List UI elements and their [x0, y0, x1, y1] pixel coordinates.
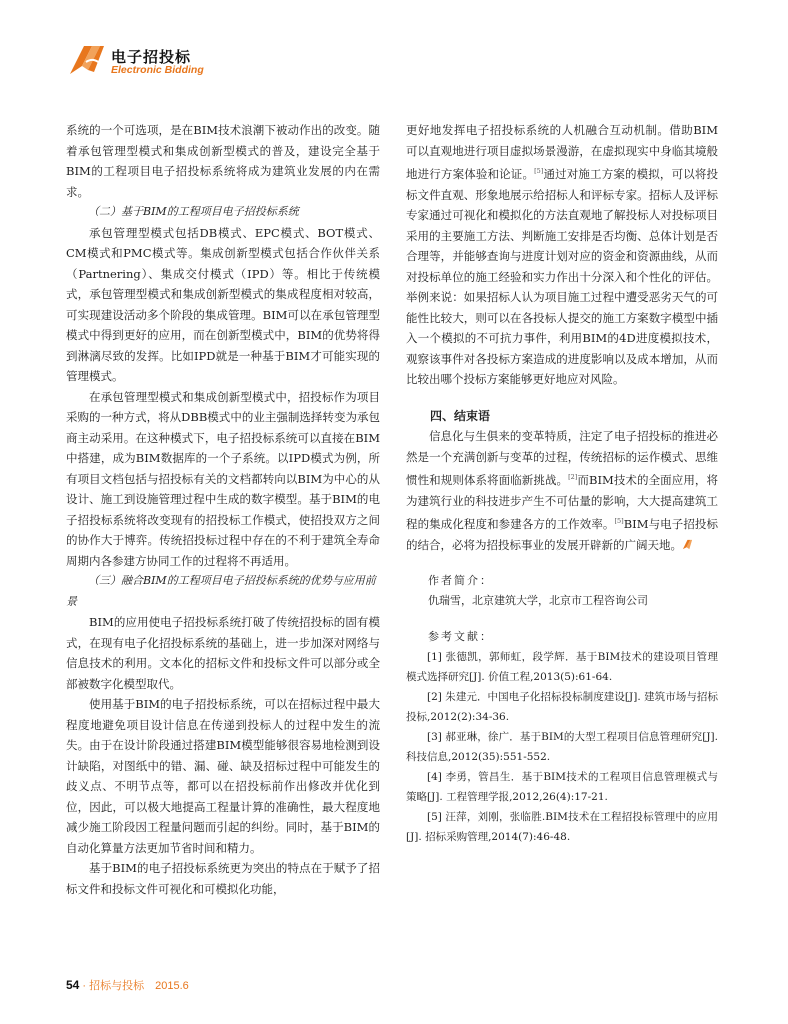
paragraph: 系统的一个可选项，是在BIM技术浪潮下被动作出的改变。随着承包管理型模式和集成创新型模式的普及，建设完全基于BIM的工程项目电子招投标系统将成为建筑业发展的内在需求。: [66, 123, 380, 199]
subsection-heading: （二）基于BIM的工程项目电子招投标系统: [88, 205, 299, 218]
reference-item: [1] 张德凯，郭师虹，段学辉．基于BIM技术的建设项目管理模式选择研究[J]. 价值工程,2013(5):61-64.: [406, 651, 718, 683]
citation: [5]: [534, 167, 544, 175]
references-label: 参考文献：: [428, 630, 493, 643]
subsection-heading: （三）融合BIM的工程项目电子招投标系统的优势与应用前景: [66, 574, 376, 608]
reference-item: [4] 李勇，管昌生．基于BIM技术的工程项目信息管理模式与策略[J]. 工程管理学报,2012,26(4):17-21.: [406, 771, 718, 803]
paragraph: [406, 426, 718, 555]
text-run: BIM与电子招投标的结合，必将为招投标事业的发展开辟新的广阔天地。: [406, 517, 718, 552]
brand-title-en: Electronic Bidding: [111, 64, 204, 76]
text-run: 而BIM技术的全面应用，将为建筑行业的科技进步产生不可估量的影响，大大提高建筑工程的集成化程度和参建各方的工作效率。: [406, 473, 718, 531]
page-number: 54: [66, 978, 80, 992]
reference-item: [5] 汪萍，刘刚，张临胜.BIM技术在工程招投标管理中的应用[J]. 招标采购管理,2014(7):46-48.: [406, 811, 718, 843]
citation: [2]: [568, 473, 578, 481]
electronic-bidding-logo-icon: [66, 44, 106, 76]
reference-item: [3] 郝亚琳，徐广．基于BIM的大型工程项目信息管理研究[J]. 科技信息,2012(35):551-552.: [406, 731, 718, 763]
text-run: 更好地发挥电子招投标系统的人机融合互动机制。借助BIM可以直观地进行项目虚拟场景漫游，在虚拟现实中身临其境般地进行方案体验和论证。: [406, 123, 718, 181]
paragraph: [406, 120, 718, 390]
paragraph: 承包管理型模式包括DB模式、EPC模式、BOT模式、CM模式和PMC模式等。集成创新型模式包括合作伙伴关系（Partnering）、集成交付模式（IPD）等。相比于传统模式，承包管理型模式和集成创新型模式的集成程度相对较高，可实现建设活动多个阶段的集成管理。BIM可以在承包管理型模式中得到更好的应用，而在创新型模式中，BIM的优势将得到淋漓尽致的发挥。比如IPD就是一种基于BIM才可能实现的管理模式。: [66, 225, 380, 383]
paragraph: 基于BIM的电子招投标系统更为突出的特点在于赋予了招标文件和投标文件可视化和可模拟化功能，: [66, 861, 380, 896]
page-footer: [66, 977, 189, 993]
author-label: 作者简介：: [428, 574, 493, 587]
text-run: 信息化与生俱来的变革特质，注定了电子招投标的推进必然是一个充满创新与变革的过程，传统招标的运作模式、思维惯性和规则体系将面临新挑战。: [406, 429, 718, 487]
text-run: 通过对施工方案的模拟，可以将投标文件直观、形象地展示给招标人和评标专家。招标人及评标专家通过可视化和模拟化的方法直观地了解投标人对投标项目采用的主要施工方法、判断施工安排是否均衡、总体计划是否合理等，并能够查询与进度计划对应的资金和资源曲线，从而对投标单位的施工经验和实力作出十分深入和个性化的评估。举例来说：如果招标人认为项目施工过程中遭受恶劣天气的可能性比较大，则可以在各投标人提交的施工方案数字模型中插入一个模拟的不可抗力事件，利用BIM的4D进度模拟技术，观察该事件对各投标方案造成的进度影响以及成本增加，从而比较出哪个投标方案能够更好地应对风险。: [406, 167, 719, 386]
article-end-icon: [682, 539, 693, 550]
journal-issue: · 招标与投标 2015.6: [82, 980, 189, 992]
paragraph: BIM的应用使电子招投标系统打破了传统招投标的固有模式，在现有电子化招投标系统的基础上，进一步加深对网络与信息技术的利用。文本化的招标文件和投标文件可以部分或全部被数字化模型取代。: [66, 615, 380, 691]
section-heading: 四、结束语: [430, 408, 491, 423]
paragraph: 在承包管理型模式和集成创新型模式中，招投标作为项目采购的一种方式，将从DBB模式中的业主强制选择转变为承包商主动采用。在这种模式下，电子招投标系统可以直接在BIM中搭建，成为BIM数据库的一个子系统。以IPD模式为例，所有项目文档包括与招投标有关的文档都转向以BIM为中心的从设计、施工到设施管理过程中生成的数字模型。基于BIM的电子招投标系统将改变现有的招投标工作模式，使招投双方之间的协作大于博弈。传统招投标过程中存在的不利于建筑全寿命周期内各参建方协同工作的过程将不再适用。: [66, 389, 380, 568]
left-column: [66, 120, 380, 899]
right-column: [406, 120, 718, 847]
brand-title-cn: 电子招投标: [111, 48, 192, 66]
author-info: 仇瑞雪，北京建筑大学，北京市工程咨询公司: [428, 594, 648, 607]
reference-item: [2] 朱建元．中国电子化招标投标制度建设[J]. 建筑市场与招标投标,2012(2):34-36.: [406, 691, 718, 723]
paragraph: 使用基于BIM的电子招投标系统，可以在招标过程中最大程度地避免项目设计信息在传递到投标人的过程中发生的流失。由于在设计阶段通过搭建BIM模型能够很容易地检测到设计缺陷，对图纸中的错、漏、碰、缺及招标过程中可能发生的歧义点、不明节点等，都可以在招投标前作出修改并优化到位，因此，可以极大地提高工程量计算的准确性，最大程度地减少施工阶段因工程量问题而引起的纠纷。同时，基于BIM的自动化算量方法更加节省时间和精力。: [66, 697, 380, 855]
citation: [5]: [614, 517, 624, 525]
